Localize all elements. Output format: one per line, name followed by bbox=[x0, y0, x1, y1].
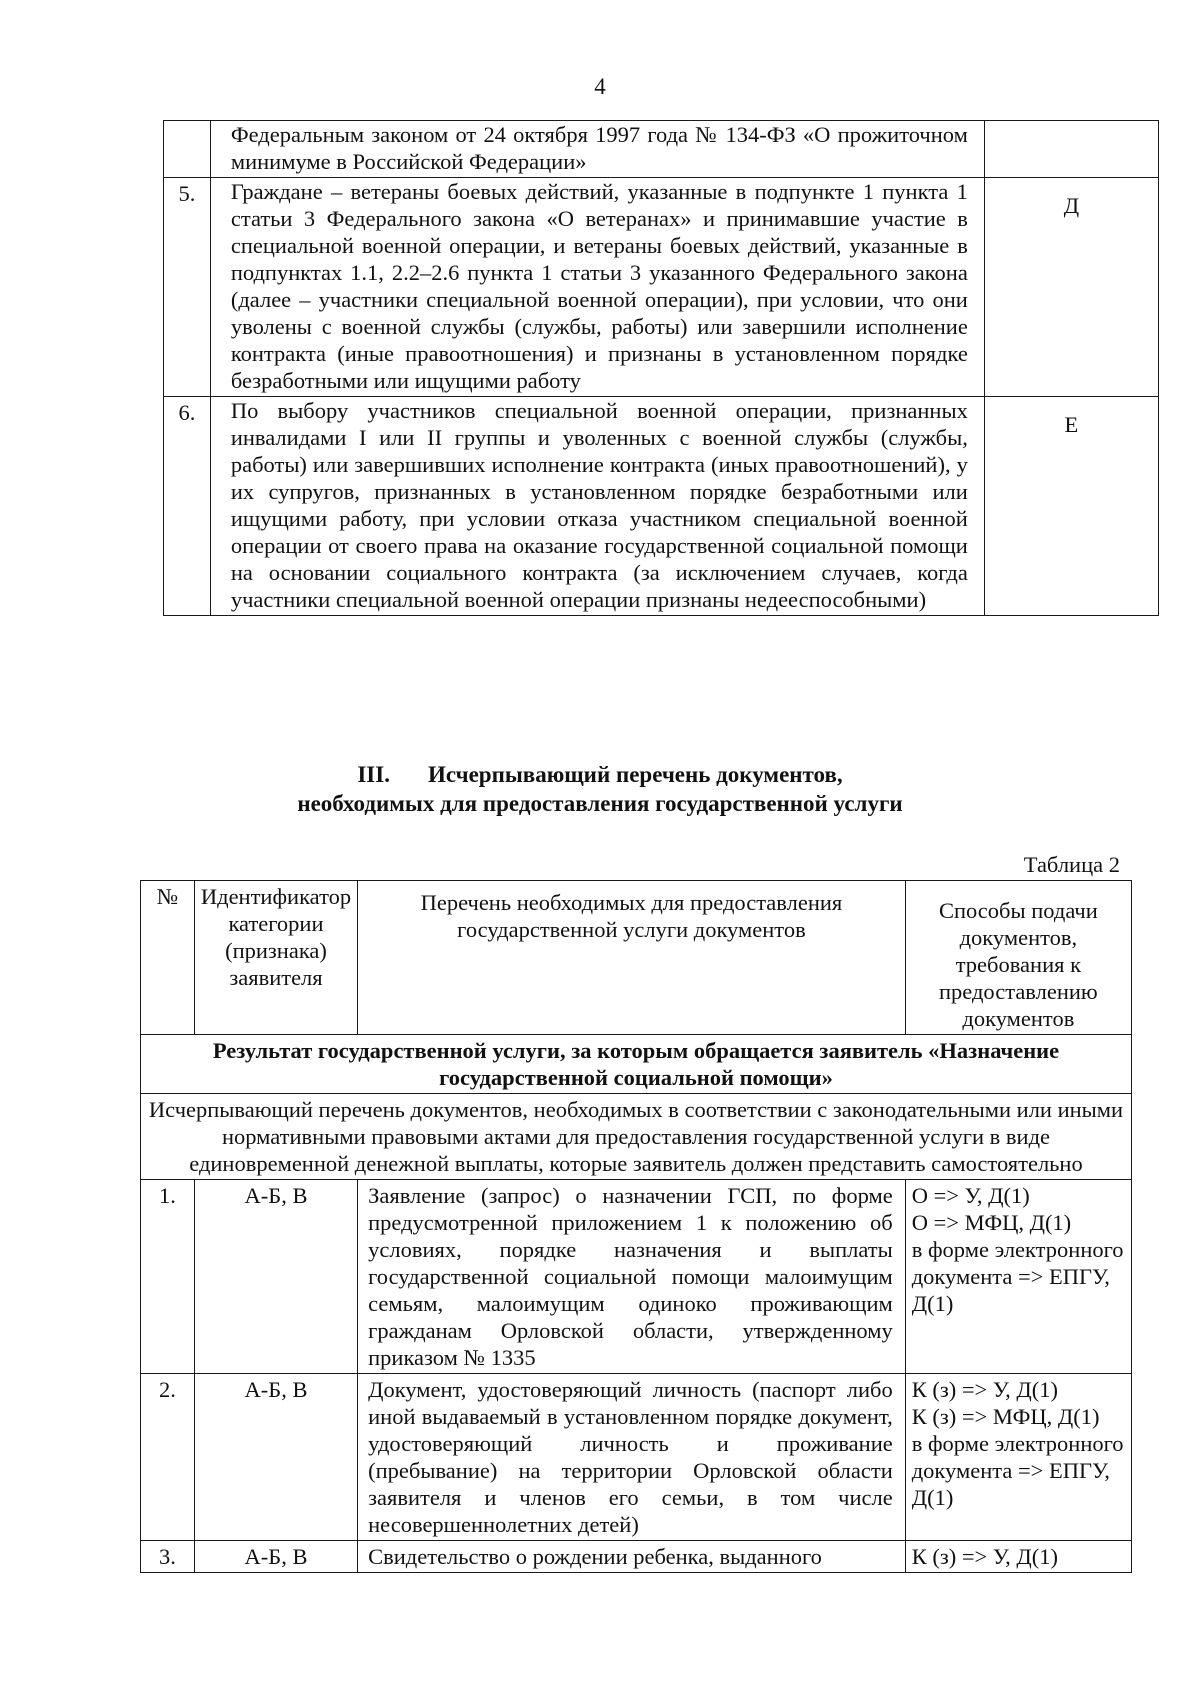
category-description: По выбору участников специальной военной операции, признанных инвалидами I или II группы и уволенных с военной службы (службы, работы) или завершивших исполнение контракта (иных правоотношений), у их супругов, признанных в установленном порядке безработными или ищущими работу, при условии отказа участником специальной военной операции от своего права на оказание государственной социальной помощи на основании социального контракта (за исключением случаев, когда участники специальной военной операции признаны недееспособными) bbox=[210, 397, 984, 616]
section-title-line2: необходимых для предоставления государственной услуги bbox=[297, 791, 903, 816]
submission-method: К (з) => У, Д(1) bbox=[911, 1377, 1058, 1402]
row-identifier: А-Б, В bbox=[194, 1180, 357, 1374]
table-row bbox=[164, 121, 1159, 178]
category-code bbox=[984, 121, 1158, 178]
page-number: 4 bbox=[594, 74, 606, 99]
table-row bbox=[164, 397, 1159, 616]
row-submission-methods bbox=[905, 1541, 1131, 1573]
submission-method: К (з) => МФЦ, Д(1) bbox=[911, 1404, 1100, 1429]
table-row bbox=[141, 1180, 1132, 1374]
header-identifier: Идентификатор категории (признака) заявителя bbox=[194, 881, 357, 1035]
header-number: № bbox=[141, 881, 195, 1035]
result-title-row bbox=[141, 1035, 1132, 1094]
row-document: Свидетельство о рождении ребенка, выданного bbox=[358, 1541, 906, 1573]
header-submission-methods: Способы подачи документов, требования к предоставлению документов bbox=[905, 881, 1131, 1035]
submission-method: в форме электронного документа => ЕПГУ, Д(1) bbox=[911, 1431, 1124, 1510]
header-documents: Перечень необходимых для предоставления государственной услуги документов bbox=[358, 881, 906, 1035]
row-submission-methods bbox=[905, 1374, 1131, 1541]
section-roman-number: III. bbox=[357, 762, 390, 787]
submission-method: О => МФЦ, Д(1) bbox=[911, 1210, 1072, 1235]
section-heading bbox=[130, 760, 1070, 818]
row-document: Заявление (запрос) о назначении ГСП, по форме предусмотренной приложением 1 к положению об условиях, порядке назначения и выплаты государственной социальной помощи малоимущим семьям, малоимущим одиноко проживающим гражданам Орловской области, утвержденному приказом № 1335 bbox=[358, 1180, 906, 1374]
category-table-continued bbox=[163, 120, 1159, 616]
category-description: Федеральным законом от 24 октября 1997 года № 134-ФЗ «О прожиточном минимуме в Российской Федерации» bbox=[210, 121, 984, 178]
section-heading-line1 bbox=[130, 760, 1070, 789]
category-description: Граждане – ветераны боевых действий, указанные в подпункте 1 пункта 1 статьи 3 Федерального закона «О ветеранах» и принимавшие участие в специальной военной операции, и ветераны боевых действий, указанные в подпунктах 1.1, 2.2–2.6 пункта 1 статьи 3 указанного Федерального закона (далее – участники специальной военной операции), при условии, что они уволены с военной службы (службы, работы) или завершили исполнение контракта (иные правоотношения) и признаны в установленном порядке безработными или ищущими работу bbox=[210, 178, 984, 397]
category-code: Е bbox=[984, 397, 1158, 616]
row-number: 3. bbox=[141, 1541, 195, 1573]
table-row bbox=[164, 178, 1159, 397]
row-identifier: А-Б, В bbox=[194, 1541, 357, 1573]
row-number: 5. bbox=[164, 178, 211, 397]
result-title: Результат государственной услуги, за которым обращается заявитель «Назначение государственной социальной помощи» bbox=[141, 1035, 1132, 1094]
submission-method: в форме электронного документа => ЕПГУ, Д(1) bbox=[911, 1237, 1124, 1316]
submission-method: О => У, Д(1) bbox=[911, 1183, 1030, 1208]
section-title-line1: Исчерпывающий перечень документов, bbox=[427, 762, 843, 787]
table-row bbox=[141, 1374, 1132, 1541]
row-document: Документ, удостоверяющий личность (паспорт либо иной выдаваемый в установленном порядке документ, удостоверяющий личность и проживание (пребывание) на территории Орловской области заявителя и членов его семьи, в том числе несовершеннолетних детей) bbox=[358, 1374, 906, 1541]
table-header-row bbox=[141, 881, 1132, 1035]
list-title: Исчерпывающий перечень документов, необходимых в соответствии с законодательными или иными нормативными правовыми актами для предоставления государственной услуги в виде единовременной денежной выплаты, которые заявитель должен представить самостоятельно bbox=[141, 1094, 1132, 1180]
row-number: 6. bbox=[164, 397, 211, 616]
submission-method: К (з) => У, Д(1) bbox=[911, 1544, 1058, 1569]
category-code: Д bbox=[984, 178, 1158, 397]
documents-table bbox=[140, 880, 1132, 1573]
row-number bbox=[164, 121, 211, 178]
row-number: 2. bbox=[141, 1374, 195, 1541]
row-submission-methods bbox=[905, 1180, 1131, 1374]
table-row bbox=[141, 1541, 1132, 1573]
table-caption: Таблица 2 bbox=[1023, 852, 1120, 877]
list-title-row bbox=[141, 1094, 1132, 1180]
row-number: 1. bbox=[141, 1180, 195, 1374]
row-identifier: А-Б, В bbox=[194, 1374, 357, 1541]
